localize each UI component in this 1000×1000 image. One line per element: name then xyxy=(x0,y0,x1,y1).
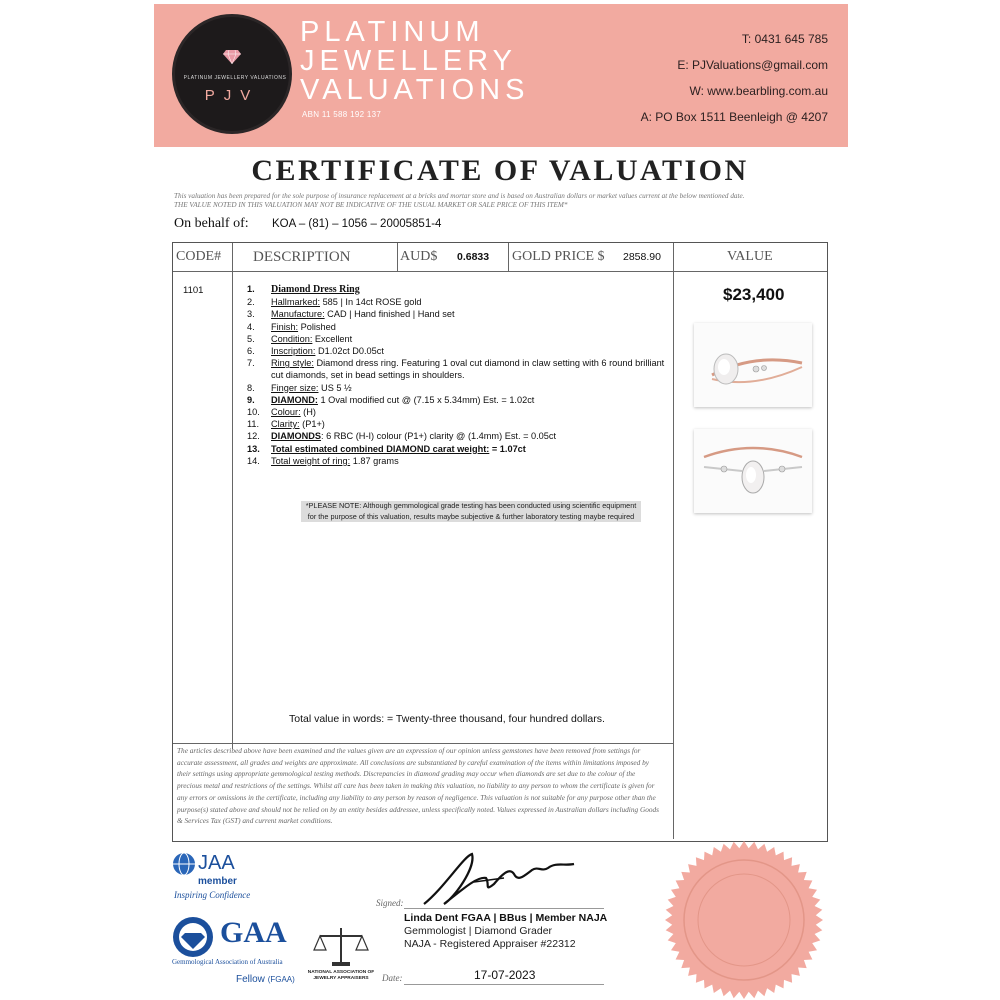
signer-registration: NAJA - Registered Appraiser #22312 xyxy=(404,938,576,950)
signature-line xyxy=(404,908,604,909)
signer-name: Linda Dent FGAA | BBus | Member NAJA xyxy=(404,912,608,924)
certificate-title: CERTIFICATE OF VALUATION xyxy=(251,154,749,187)
divider xyxy=(173,743,673,744)
item-code: 1101 xyxy=(183,285,204,296)
testing-note: *PLEASE NOTE: Although gemmological grade testing has been conducted using scientific equipment for the purpose of this valuation, results maybe subjective & further laboratory testing maybe required xyxy=(301,501,641,522)
signed-label: Signed: xyxy=(376,898,404,908)
behalf-reference: KOA – (81) – 1056 – 20005851-4 xyxy=(272,218,442,230)
aud-rate: 0.6833 xyxy=(457,251,490,263)
divider xyxy=(397,243,398,271)
abn-number: ABN 11 588 192 137 xyxy=(302,110,382,119)
item-description xyxy=(247,283,667,467)
date-label: Date: xyxy=(382,973,403,983)
gaa-fellow-label: Fellow (FGAA) xyxy=(236,974,295,985)
desc-line: 2. Hallmarked: 585 | In 14ct ROSE gold xyxy=(247,297,422,308)
desc-line: 11. Clarity: (P1+) xyxy=(247,419,325,430)
value-header: VALUE xyxy=(727,249,773,264)
divider xyxy=(173,271,827,272)
signer-title: Gemmologist | Diamond Grader xyxy=(404,925,553,937)
valuation-date: 17-07-2023 xyxy=(474,968,536,982)
code-header: CODE# xyxy=(176,249,222,264)
desc-line: 4. Finish: Polished xyxy=(247,321,336,332)
desc-line: 12. DIAMONDS: 6 RBC (H-I) colour (P1+) clarity @ (1.4mm) Est. = 0.05ct xyxy=(247,431,557,442)
diamond-icon xyxy=(223,50,241,64)
signature-image xyxy=(414,848,600,910)
gold-price-header: GOLD PRICE $ xyxy=(512,249,605,264)
contact-block xyxy=(641,32,828,136)
gaa-seal-icon xyxy=(172,916,214,958)
aud-header: AUD$ xyxy=(400,249,438,264)
desc-line: 8. Finger size: US 5 ½ xyxy=(247,382,352,393)
ring-photo-side xyxy=(694,323,812,407)
logo-initials: PJV xyxy=(204,87,260,104)
desc-line: 13. Total estimated combined DIAMOND carat weight: = 1.07ct xyxy=(247,443,526,454)
desc-line: 5. Condition: Excellent xyxy=(247,333,353,344)
intro-line-2: THE VALUE NOTED IN THIS VALUATION MAY NOT BE INDICATIVE OF THE USUAL MARKET OR SALE PRICE OF THIS ITEM* xyxy=(174,201,568,209)
desc-line: 6. Inscription: D1.02ct D0.05ct xyxy=(247,346,384,357)
jaa-globe-icon xyxy=(172,852,196,876)
valuation-table xyxy=(172,242,828,842)
brand-line-1: PLATINUM xyxy=(300,16,485,48)
brand-name xyxy=(300,18,580,105)
gaa-full-name: Gemmological Association of Australia xyxy=(172,958,283,966)
divider xyxy=(673,243,674,839)
desc-line: 7. Ring style: Diamond dress ring. Featuring 1 oval cut diamond in claw setting with 6 round brilliant cut diamonds, set in bead settings in shoulders. xyxy=(247,358,665,381)
logo-ring-text: PLATINUM JEWELLERY VALUATIONS xyxy=(183,75,287,81)
value-in-words: Total value in words: = Twenty-three thousand, four hundred dollars. xyxy=(289,713,605,725)
date-line xyxy=(404,984,604,985)
item-value: $23,400 xyxy=(723,285,785,304)
naja-scales-icon xyxy=(308,922,374,970)
ring-photo-front xyxy=(694,429,812,513)
company-seal xyxy=(662,840,826,1000)
description-header: DESCRIPTION xyxy=(253,249,351,265)
behalf-label: On behalf of: xyxy=(174,216,249,231)
jaa-tagline: Inspiring Confidence xyxy=(174,890,251,900)
desc-line: 3. Manufacture: CAD | Hand finished | Hand set xyxy=(247,309,455,320)
desc-line: 9. DIAMOND: 1 Oval modified cut @ (7.15 x 5.34mm) Est. = 1.02ct xyxy=(247,394,535,405)
desc-line: 10. Colour: (H) xyxy=(247,407,316,418)
phone-number: T: 0431 645 785 xyxy=(741,32,828,46)
naja-name: NATIONAL ASSOCIATION OF JEWELRY APPRAISERS xyxy=(307,970,375,981)
divider xyxy=(508,243,509,271)
desc-line: 1. Diamond Dress Ring xyxy=(247,284,360,295)
divider xyxy=(232,243,233,749)
gaa-logo-text: GAA xyxy=(220,916,287,949)
postal-address: A: PO Box 1511 Beenleigh @ 4207 xyxy=(640,110,828,124)
website[interactable]: W: www.bearbling.com.au xyxy=(689,84,828,98)
header-banner xyxy=(154,4,848,147)
company-logo xyxy=(172,14,292,134)
brand-line-2: JEWELLERY xyxy=(300,45,517,77)
jaa-member-label: member xyxy=(198,876,237,887)
disclaimer-text: The articles described above have been examined and the values given are an expression of our opinion unless gemstones have been removed from settings for accurate assessment, all grades and weights are approximate. All conclusions are substantiated by careful examination of the items within limitations imposed by their settings using appropriate gemmological testing methods. Discrepancies in diamond grading may occur when diamonds are set due to the colour of the precious metal and restrictions of the settings. Whilst all care has been taken in making this valuation, no liability to any person to whom the certificate is given for any errors or omissions in the certificate, including any liability to any person by reason of negligence. This valuation is not suitable for any purpose other than the purpose(s) stated above and should not be relied on by an entity besides addressee, unless specifically noted. Values expressed in Australian dollars including Goods & Services Tax (GST) and current market conditions. xyxy=(177,746,659,826)
brand-line-3: VALUATIONS xyxy=(300,74,530,106)
intro-text xyxy=(174,192,834,210)
email-address[interactable]: E: PJValuations@gmail.com xyxy=(677,58,828,72)
desc-line: 14. Total weight of ring: 1.87 grams xyxy=(247,455,399,466)
gold-price: 2858.90 xyxy=(623,251,661,263)
intro-line-1: This valuation has been prepared for the sole purpose of insurance replacement at a bricks and mortar store and is based on Australian dollars or market values current at the below mentioned date. xyxy=(174,192,745,200)
jaa-logo-text: JAA xyxy=(198,852,235,874)
